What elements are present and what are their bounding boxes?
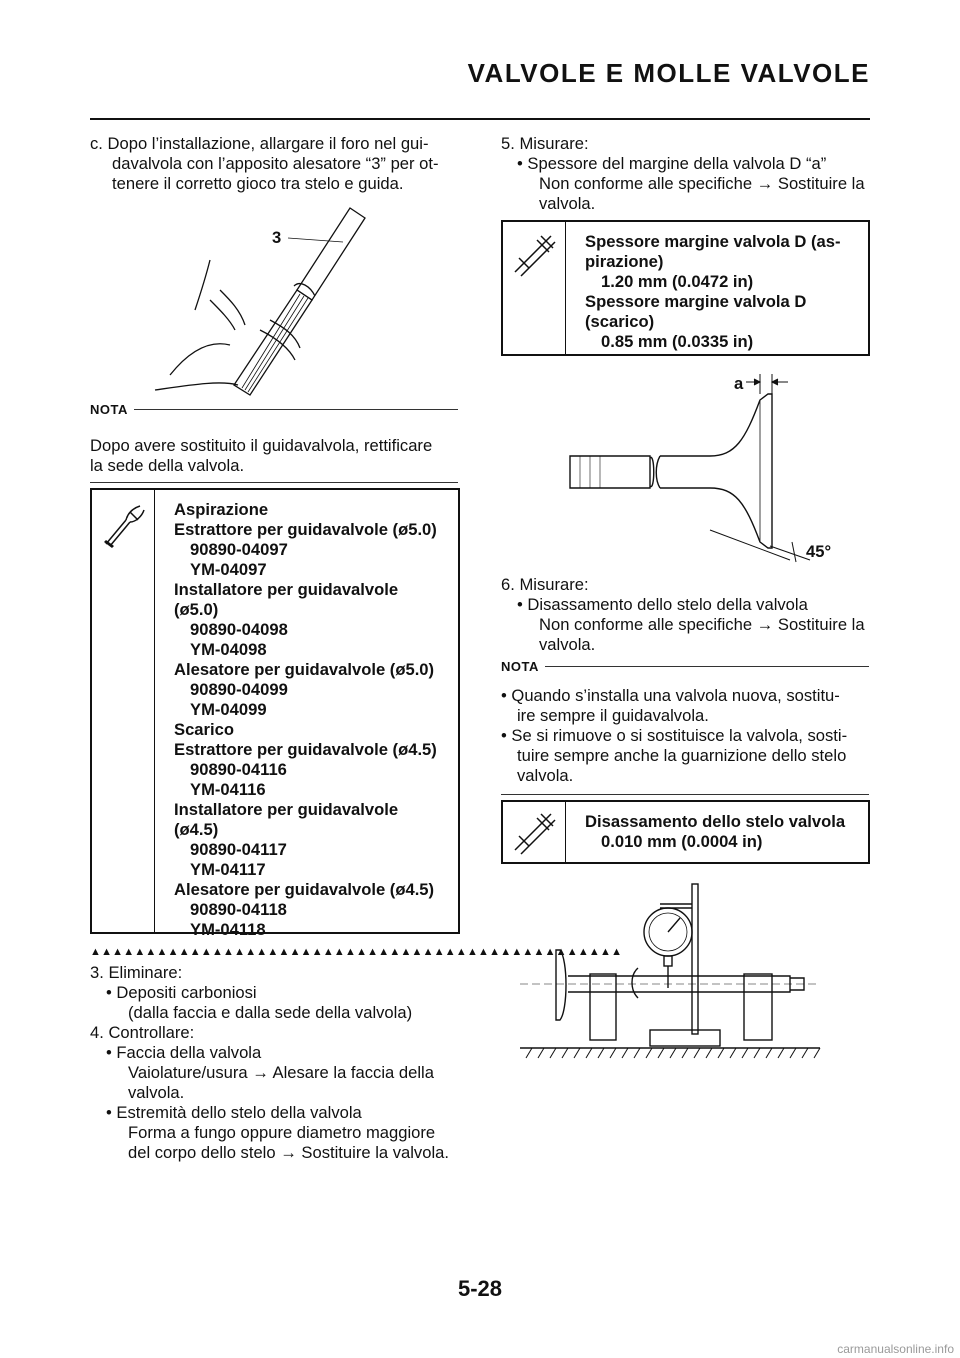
ground-hatch (778, 1048, 784, 1058)
tool-line: 90890-04097 (190, 540, 288, 559)
figure-label-a: a (734, 374, 744, 393)
step-c-line: c. Dopo l’installazione, allargare il foro nel gui- (90, 134, 429, 153)
tool-line: 90890-04117 (190, 840, 287, 859)
ground-hatch (754, 1048, 760, 1058)
reamer-illustration (150, 200, 380, 400)
tool-line: YM-04099 (190, 700, 267, 719)
step-4-bullet: • Faccia della valvola (106, 1043, 262, 1062)
pliers-icon (100, 502, 146, 548)
steps-3-4 (90, 963, 470, 1163)
nota-label: NOTA (90, 402, 128, 417)
step-c-line: davalvola con l’apposito alesatore “3” per ot- (112, 154, 439, 173)
tool-line: Installatore per guidavalvole (174, 800, 399, 819)
spec-value: 0.85 mm (0.0335 in) (601, 332, 754, 351)
nota-items-right (501, 686, 871, 786)
step-4: 4. Controllare: (90, 1023, 195, 1042)
step-3-bullet-sub: (dalla faccia e dalla sede della valvola) (128, 1003, 413, 1022)
dial-gauge-illustration (520, 880, 830, 1060)
step-4-bullet-sub: valvola. (128, 1083, 185, 1102)
step-6-title: 6. Misurare: (501, 575, 589, 594)
valve-margin-illustration (560, 370, 820, 570)
tools-list (174, 500, 464, 940)
nota-header (90, 402, 458, 417)
ground-hatch (538, 1048, 544, 1058)
tool-line: YM-04098 (190, 640, 267, 659)
spec-icon-cell (503, 802, 566, 862)
callout-leader (288, 236, 348, 246)
nota-label: NOTA (501, 659, 539, 674)
step-6-bullet: • Disassamento dello stelo della valvola (517, 595, 808, 614)
ground-hatch (802, 1048, 808, 1058)
tool-line: YM-04097 (190, 560, 267, 579)
tool-line: Aspirazione (174, 500, 269, 519)
page-number: 5-28 (457, 1276, 503, 1301)
tools-icon-cell (92, 490, 155, 932)
ground-hatch (706, 1048, 712, 1058)
ground-hatch (790, 1048, 796, 1058)
nota-item-cont: tuire sempre anche la guarnizione dello stelo (517, 746, 847, 765)
ground-hatch (550, 1048, 556, 1058)
step-5-bullet-sub: Non conforme alle specifiche → Sostituire la (539, 174, 865, 193)
nota-end-rule (90, 482, 458, 483)
ground-hatch (658, 1048, 664, 1058)
step-4-bullet: • Estremità dello stelo della valvola (106, 1103, 362, 1122)
step-5-bullet-sub: valvola. (539, 194, 596, 213)
tool-line: 90890-04118 (190, 900, 287, 919)
step-4-bullet-sub: Vaiolature/usura → Alesare la faccia della (128, 1063, 434, 1082)
ground-hatch (574, 1048, 580, 1058)
ground-hatch (766, 1048, 772, 1058)
nota-item: • Quando s’installa una valvola nuova, sostitu- (501, 686, 840, 705)
figure-label-angle: 45° (806, 542, 832, 561)
caliper-icon (511, 810, 557, 856)
ground-hatch (586, 1048, 592, 1058)
ground-hatch (634, 1048, 640, 1058)
nota-item-cont: valvola. (517, 766, 574, 785)
step-3-bullet: • Depositi carboniosi (106, 983, 257, 1002)
nota-header-right (501, 659, 869, 674)
step-6 (501, 575, 871, 655)
spec-box-runout (501, 800, 870, 864)
ground-hatch (562, 1048, 568, 1058)
figure-callout-3: 3 (272, 228, 282, 247)
tool-line: YM-04117 (190, 860, 266, 879)
tool-line: (ø5.0) (174, 600, 219, 619)
ground-hatch (694, 1048, 700, 1058)
tool-line: 90890-04098 (190, 620, 288, 639)
ground-hatch (670, 1048, 676, 1058)
tool-line: 90890-04099 (190, 680, 288, 699)
step-6-bullet-sub: valvola. (539, 635, 596, 654)
watermark: carmanualsonline.info (837, 1342, 954, 1356)
step-4-bullet-sub: Forma a fungo oppure diametro maggiore (128, 1123, 436, 1142)
spec-line: pirazione) (585, 252, 664, 271)
tool-line: Estrattore per guidavalvole (ø4.5) (174, 740, 437, 759)
spec-icon-cell (503, 222, 566, 354)
step-6-bullet-sub: Non conforme alle specifiche → Sostituire la (539, 615, 865, 634)
header-rule (90, 118, 870, 120)
tool-line: Alesatore per guidavalvole (ø5.0) (174, 660, 435, 679)
nota-end-rule (501, 794, 869, 795)
ground-hatch (646, 1048, 652, 1058)
tool-line: (ø4.5) (174, 820, 219, 839)
nota-text (90, 436, 460, 476)
tools-box (90, 488, 460, 939)
tool-line: Estrattore per guidavalvole (ø5.0) (174, 520, 437, 539)
ground-hatch (730, 1048, 736, 1058)
spec-box-margin (501, 220, 870, 356)
ground-hatch (622, 1048, 628, 1058)
step-c-line: tenere il corretto gioco tra stelo e guida. (112, 174, 404, 193)
tool-line: Installatore per guidavalvole (174, 580, 399, 599)
step-5-title: 5. Misurare: (501, 134, 589, 153)
nota-line: Dopo avere sostituito il guidavalvola, rettificare (90, 436, 433, 455)
tool-line: 90890-04116 (190, 760, 287, 779)
tool-line: Scarico (174, 720, 234, 739)
nota-line: la sede della valvola. (90, 456, 245, 475)
spec-runout-text (585, 812, 870, 852)
step-c (90, 134, 460, 194)
nota-divider (134, 409, 458, 410)
ground-hatch (682, 1048, 688, 1058)
step-4-bullet-sub: del corpo dello stelo → Sostituire la valvola. (128, 1143, 449, 1162)
spec-line: Spessore margine valvola D (585, 292, 807, 311)
page-title: VALVOLE E MOLLE VALVOLE (467, 58, 870, 88)
nota-divider (545, 666, 869, 667)
spec-value: 0.010 mm (0.0004 in) (601, 832, 763, 851)
spec-line: Spessore margine valvola D (as- (585, 232, 841, 251)
tool-line: YM-04118 (190, 920, 266, 939)
tool-line: YM-04116 (190, 780, 266, 799)
ground-hatch (526, 1048, 532, 1058)
separator-triangles: ▲▲▲▲▲▲▲▲▲▲▲▲▲▲▲▲▲▲▲▲▲▲▲▲▲▲▲▲▲▲▲▲▲▲▲▲▲▲▲▲▲▲▲▲▲▲▲▲ (90, 946, 623, 958)
tool-line: Alesatore per guidavalvole (ø4.5) (174, 880, 435, 899)
ground-hatch (610, 1048, 616, 1058)
ground-hatch (814, 1048, 820, 1058)
ground-hatch (742, 1048, 748, 1058)
spec-value: 1.20 mm (0.0472 in) (601, 272, 754, 291)
spec-line: Disassamento dello stelo valvola (585, 812, 846, 831)
nota-item-cont: ire sempre il guidavalvola. (517, 706, 709, 725)
nota-item: • Se si rimuove o si sostituisce la valvola, sosti- (501, 726, 848, 745)
caliper-icon (511, 232, 557, 278)
ground-hatch (598, 1048, 604, 1058)
ground-hatch (718, 1048, 724, 1058)
step-5-bullet: • Spessore del margine della valvola D “a” (517, 154, 827, 173)
step-5 (501, 134, 871, 214)
spec-line: (scarico) (585, 312, 655, 331)
step-3: 3. Eliminare: (90, 963, 183, 982)
spec-margin-text (585, 232, 870, 352)
